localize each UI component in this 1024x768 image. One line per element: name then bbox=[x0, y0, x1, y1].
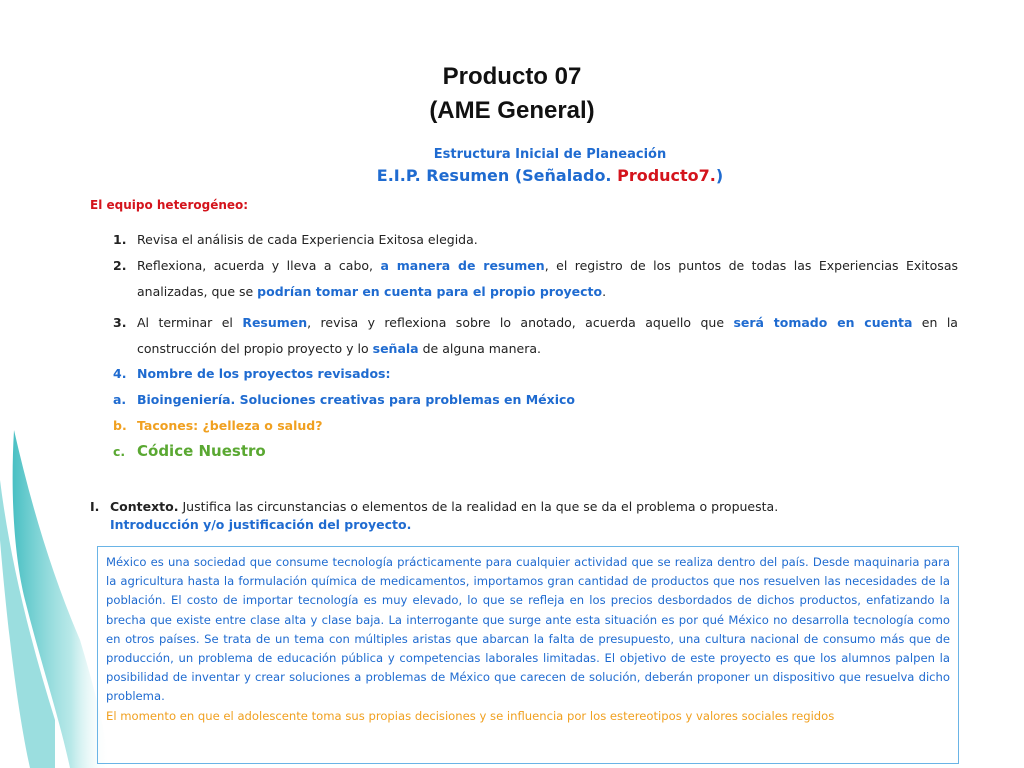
step-1 bbox=[113, 232, 958, 247]
step-text: analizadas, que se bbox=[137, 284, 254, 299]
project-b bbox=[113, 418, 958, 433]
justification-box bbox=[97, 546, 959, 764]
eip-subtitle: Estructura Inicial de Planeación bbox=[433, 147, 667, 162]
step-number: 3. bbox=[113, 315, 127, 330]
project-name: Bioingeniería. Soluciones creativas para problemas en México bbox=[137, 392, 575, 407]
context-label: Contexto. bbox=[110, 499, 179, 514]
step-text: , el registro de los puntos de todas las Experiencias Exitosas bbox=[544, 258, 958, 273]
step-2-continued bbox=[113, 284, 982, 299]
project-name: Códice Nuestro bbox=[137, 442, 266, 460]
step-4 bbox=[113, 366, 958, 381]
context-number: I. bbox=[90, 499, 100, 514]
step-text: Nombre de los proyectos revisados: bbox=[137, 366, 391, 381]
justification-note: El momento en que el adolescente toma sus propias decisiones y se influencia por los estereotipos y valores sociales regidos bbox=[106, 708, 835, 723]
step-text: , revisa y reflexiona sobre lo anotado, acuerda aquello que bbox=[307, 315, 725, 330]
step-highlight: señala bbox=[372, 341, 419, 356]
context-line bbox=[90, 499, 960, 514]
step-text: Al terminar el bbox=[137, 315, 233, 330]
title-line-1: Producto 07 bbox=[442, 63, 582, 90]
eip-title bbox=[0, 166, 1024, 185]
project-letter: c. bbox=[113, 444, 126, 459]
slide-title bbox=[0, 60, 1024, 128]
step-highlight: a manera de resumen bbox=[380, 258, 545, 273]
project-a bbox=[113, 392, 958, 407]
project-letter: a. bbox=[113, 392, 127, 407]
project-c bbox=[113, 442, 958, 460]
step-text: en la bbox=[912, 315, 958, 330]
step-text: de alguna manera. bbox=[422, 341, 541, 356]
step-text: Reflexiona, acuerda y lleva a cabo, bbox=[137, 258, 374, 273]
eip-title-close: ) bbox=[715, 166, 724, 185]
context-subtitle: Introducción y/o justificación del proyecto. bbox=[110, 517, 412, 532]
step-3 bbox=[113, 315, 958, 330]
step-highlight: Resumen bbox=[242, 315, 308, 330]
justification-paragraph: México es una sociedad que consume tecnología prácticamente para cualquier actividad que se realiza dentro del país. Desde maquinaria para la agricultura hasta la formulación química de medicamentos, importamos gran cantidad de productos que nos resuelven las necesidades de la población. El costo de importar tecnología es muy elevado, lo que se refleja en los precios desbordados de dichos productos, enfatizando la brecha que existe entre clase alta y clase baja. La interrogante que surge ante esta situación es por qué México no desarrolla tecnología como en otros países. Se trata de un tema con múltiples aristas que abarcan la falta de presupuesto, una cultura nacional de consumo más que de producción, un problema de educación pública y competencias laborales limitadas. El objetivo de este proyecto es que los alumnos palpen la posibilidad de inventar y crear soluciones a problemas de México que carecen de solución, deberán proponer un dispositivo que resuelva dicho problema. bbox=[106, 555, 950, 704]
step-2 bbox=[113, 258, 958, 273]
team-heading: El equipo heterogéneo: bbox=[90, 198, 249, 212]
project-letter: b. bbox=[113, 418, 127, 433]
project-name: Tacones: ¿belleza o salud? bbox=[137, 418, 323, 433]
step-text: Revisa el análisis de cada Experiencia Exitosa elegida. bbox=[137, 232, 478, 247]
context-text: Justifica las circunstancias o elementos de la realidad en la que se da el problema o propuesta. bbox=[182, 499, 779, 514]
step-highlight: será tomado en cuenta bbox=[733, 315, 913, 330]
title-line-2: (AME General) bbox=[429, 97, 595, 124]
step-highlight: podrían tomar en cuenta para el propio proyecto bbox=[257, 284, 603, 299]
step-number: 2. bbox=[113, 258, 127, 273]
step-number: 4. bbox=[113, 366, 127, 381]
eip-title-blue: E.I.P. Resumen (Señalado. bbox=[376, 166, 612, 185]
step-text: construcción del propio proyecto y lo bbox=[137, 341, 369, 356]
step-text: . bbox=[602, 284, 607, 299]
step-3-continued bbox=[113, 341, 982, 356]
step-number: 1. bbox=[113, 232, 127, 247]
eip-title-product: Producto7. bbox=[617, 166, 716, 185]
